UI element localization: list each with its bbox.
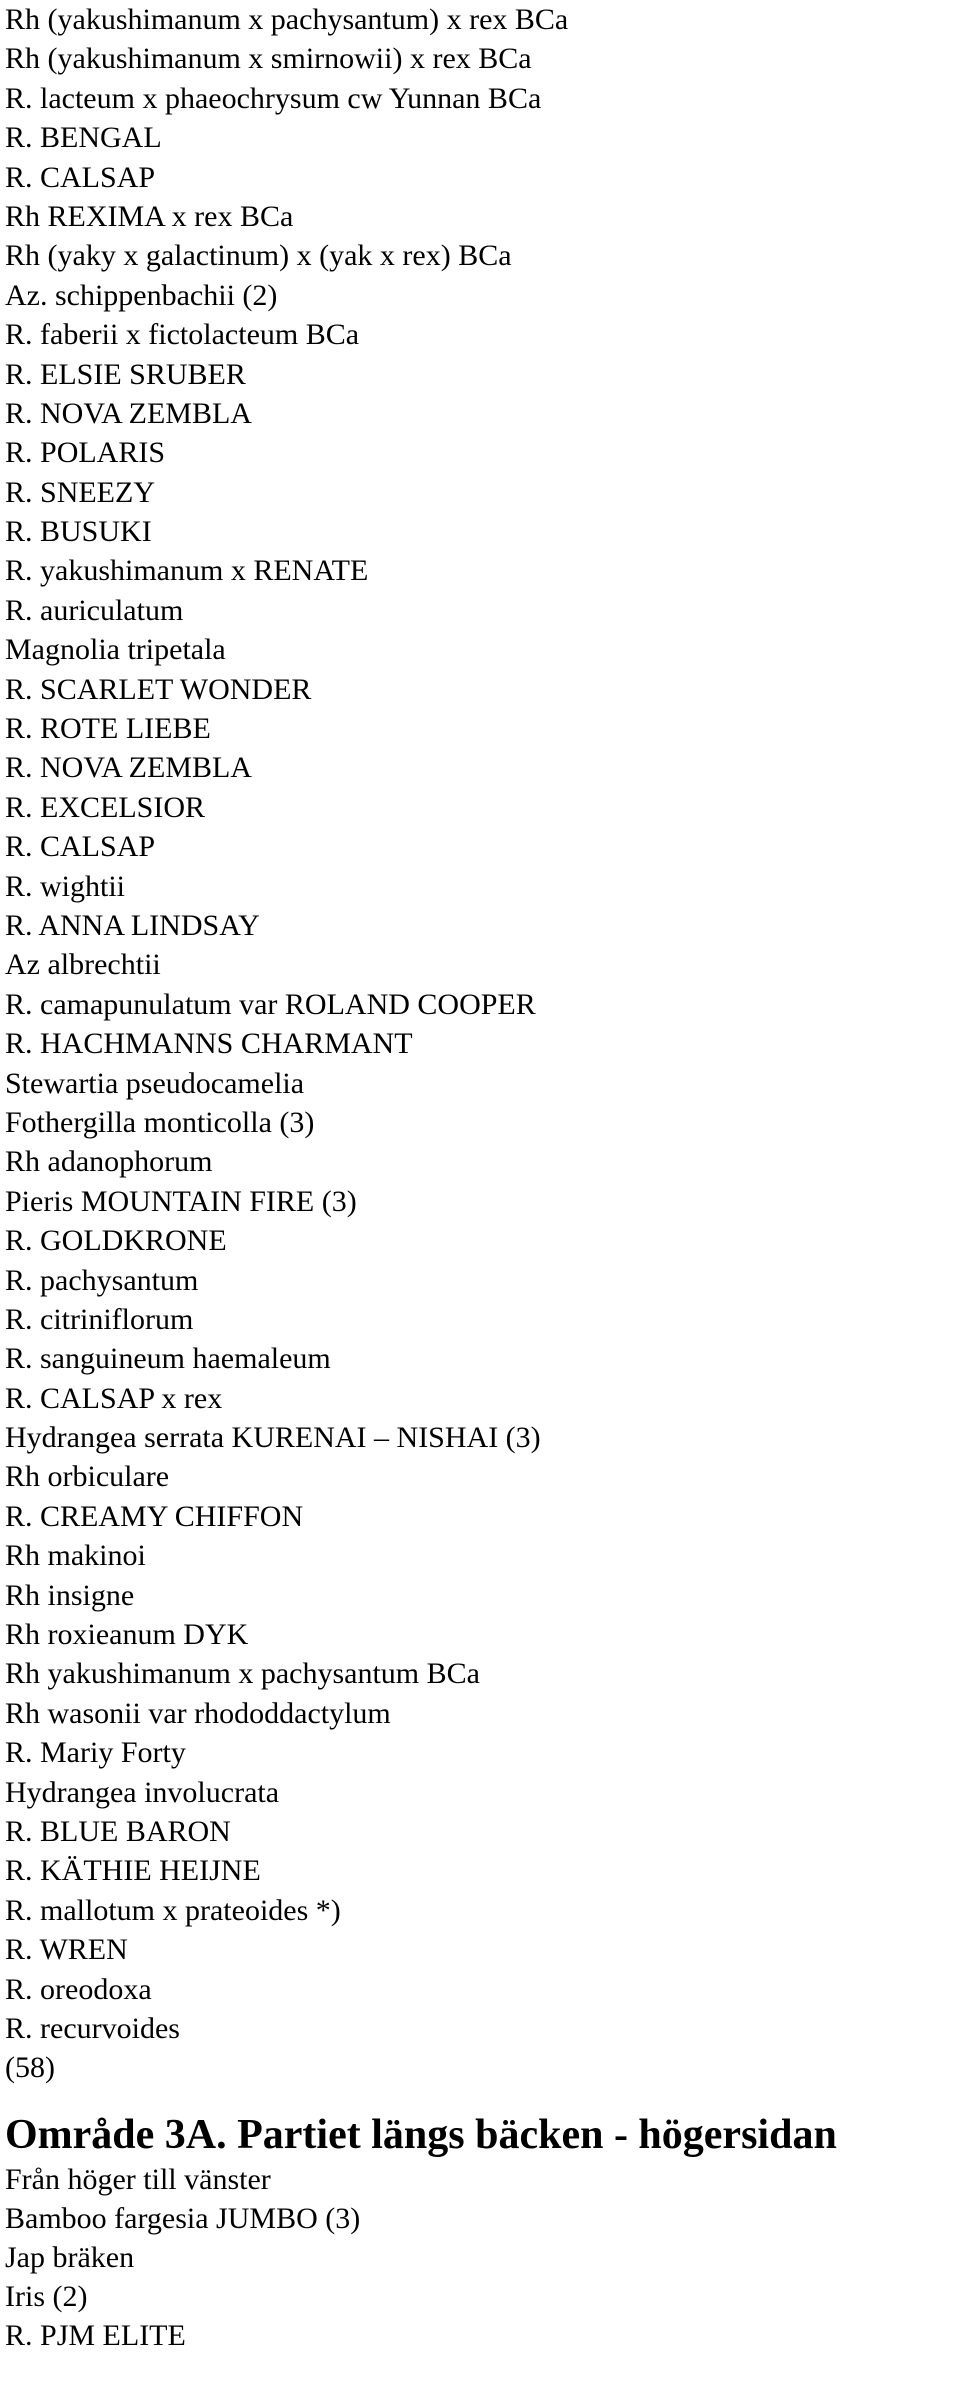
list-item: Rh adanophorum <box>5 1145 213 1179</box>
plant-list <box>5 0 955 2088</box>
list-item: R. POLARIS <box>5 436 166 470</box>
list-item: Hydrangea involucrata <box>5 1775 280 1809</box>
list-item: R. NOVA ZEMBLA <box>5 751 252 785</box>
list-item: R. CREAMY CHIFFON <box>5 1499 304 1533</box>
list-item: R. wightii <box>5 869 126 903</box>
list-item: R. SCARLET WONDER <box>5 672 312 706</box>
list-item: R. Mariy Forty <box>5 1736 186 1770</box>
list-item: Rh (yakushimanum x smirnowii) x rex BCa <box>5 42 532 76</box>
list-item: R. pachysantum <box>5 1263 199 1297</box>
list-item: Rh wasonii var rhododdactylum <box>5 1696 391 1730</box>
list-item: Magnolia tripetala <box>5 633 226 667</box>
list-item: R. auriculatum <box>5 593 184 627</box>
list-item: R. GOLDKRONE <box>5 1224 227 1258</box>
list-item: Rh yakushimanum x pachysantum BCa <box>5 1657 480 1691</box>
list-item: Rh makinoi <box>5 1539 146 1573</box>
list-item: R. CALSAP <box>5 160 156 194</box>
list-item: R. BLUE BARON <box>5 1814 231 1848</box>
list-item: R. WREN <box>5 1933 128 1967</box>
list-item: Rh orbiculare <box>5 1460 170 1494</box>
list-item: R. BENGAL <box>5 121 162 155</box>
list-item: R. ANNA LINDSAY <box>5 908 260 942</box>
list-item: R. mallotum x prateoides *) <box>5 1893 341 1927</box>
list-item: R. EXCELSIOR <box>5 790 206 824</box>
list-item: R. oreodoxa <box>5 1972 152 2006</box>
list-item: R. citriniflorum <box>5 1302 194 1336</box>
list-item: R. lacteum x phaeochrysum cw Yunnan BCa <box>5 81 542 115</box>
list-item: Stewartia pseudocamelia <box>5 1066 305 1100</box>
list-item: Rh REXIMA x rex BCa <box>5 199 294 233</box>
list-item: R. CALSAP x rex <box>5 1381 223 1415</box>
list-item: Rh (yaky x galactinum) x (yak x rex) BCa <box>5 239 512 273</box>
list-item: R. PJM ELITE <box>5 2319 186 2353</box>
list-item: R. ROTE LIEBE <box>5 712 211 746</box>
list-item: R. recurvoides <box>5 2011 180 2045</box>
list-item: R. CALSAP <box>5 830 156 864</box>
list-item: Hydrangea serrata KURENAI – NISHAI (3) <box>5 1421 541 1455</box>
document-page <box>5 0 955 2356</box>
list-item: Rh insigne <box>5 1578 135 1612</box>
list-item: Fothergilla monticolla (3) <box>5 1105 315 1139</box>
list-item: R. SNEEZY <box>5 475 155 509</box>
list-item: Pieris MOUNTAIN FIRE (3) <box>5 1184 357 1218</box>
list-item: R. faberii x fictolacteum BCa <box>5 318 360 352</box>
list-item: Az. schippenbachii (2) <box>5 278 278 312</box>
list-item: R. NOVA ZEMBLA <box>5 396 252 430</box>
list-item: Az albrechtii <box>5 948 161 982</box>
list-item: R. sanguineum haemaleum <box>5 1342 331 1376</box>
list-item: Från höger till vänster <box>5 2162 271 2196</box>
list-item: Jap bräken <box>5 2241 135 2275</box>
plant-list-area-3a <box>5 2160 955 2356</box>
list-item: R. KÄTHIE HEIJNE <box>5 1854 261 1888</box>
list-item: Rh (yakushimanum x pachysantum) x rex BCa <box>5 3 569 36</box>
list-item: Iris (2) <box>5 2280 88 2314</box>
list-item: R. HACHMANNS CHARMANT <box>5 1027 413 1061</box>
list-item: R. camapunulatum var ROLAND COOPER <box>5 987 536 1021</box>
section-heading: Område 3A. Partiet längs bäcken - högersidan <box>5 2111 837 2158</box>
list-item: R. BUSUKI <box>5 515 152 549</box>
list-item: R. ELSIE SRUBER <box>5 357 246 391</box>
list-item: Bamboo fargesia JUMBO (3) <box>5 2201 361 2235</box>
list-item: (58) <box>5 2051 55 2085</box>
list-item: Rh roxieanum DYK <box>5 1618 249 1652</box>
list-item: R. yakushimanum x RENATE <box>5 554 369 588</box>
